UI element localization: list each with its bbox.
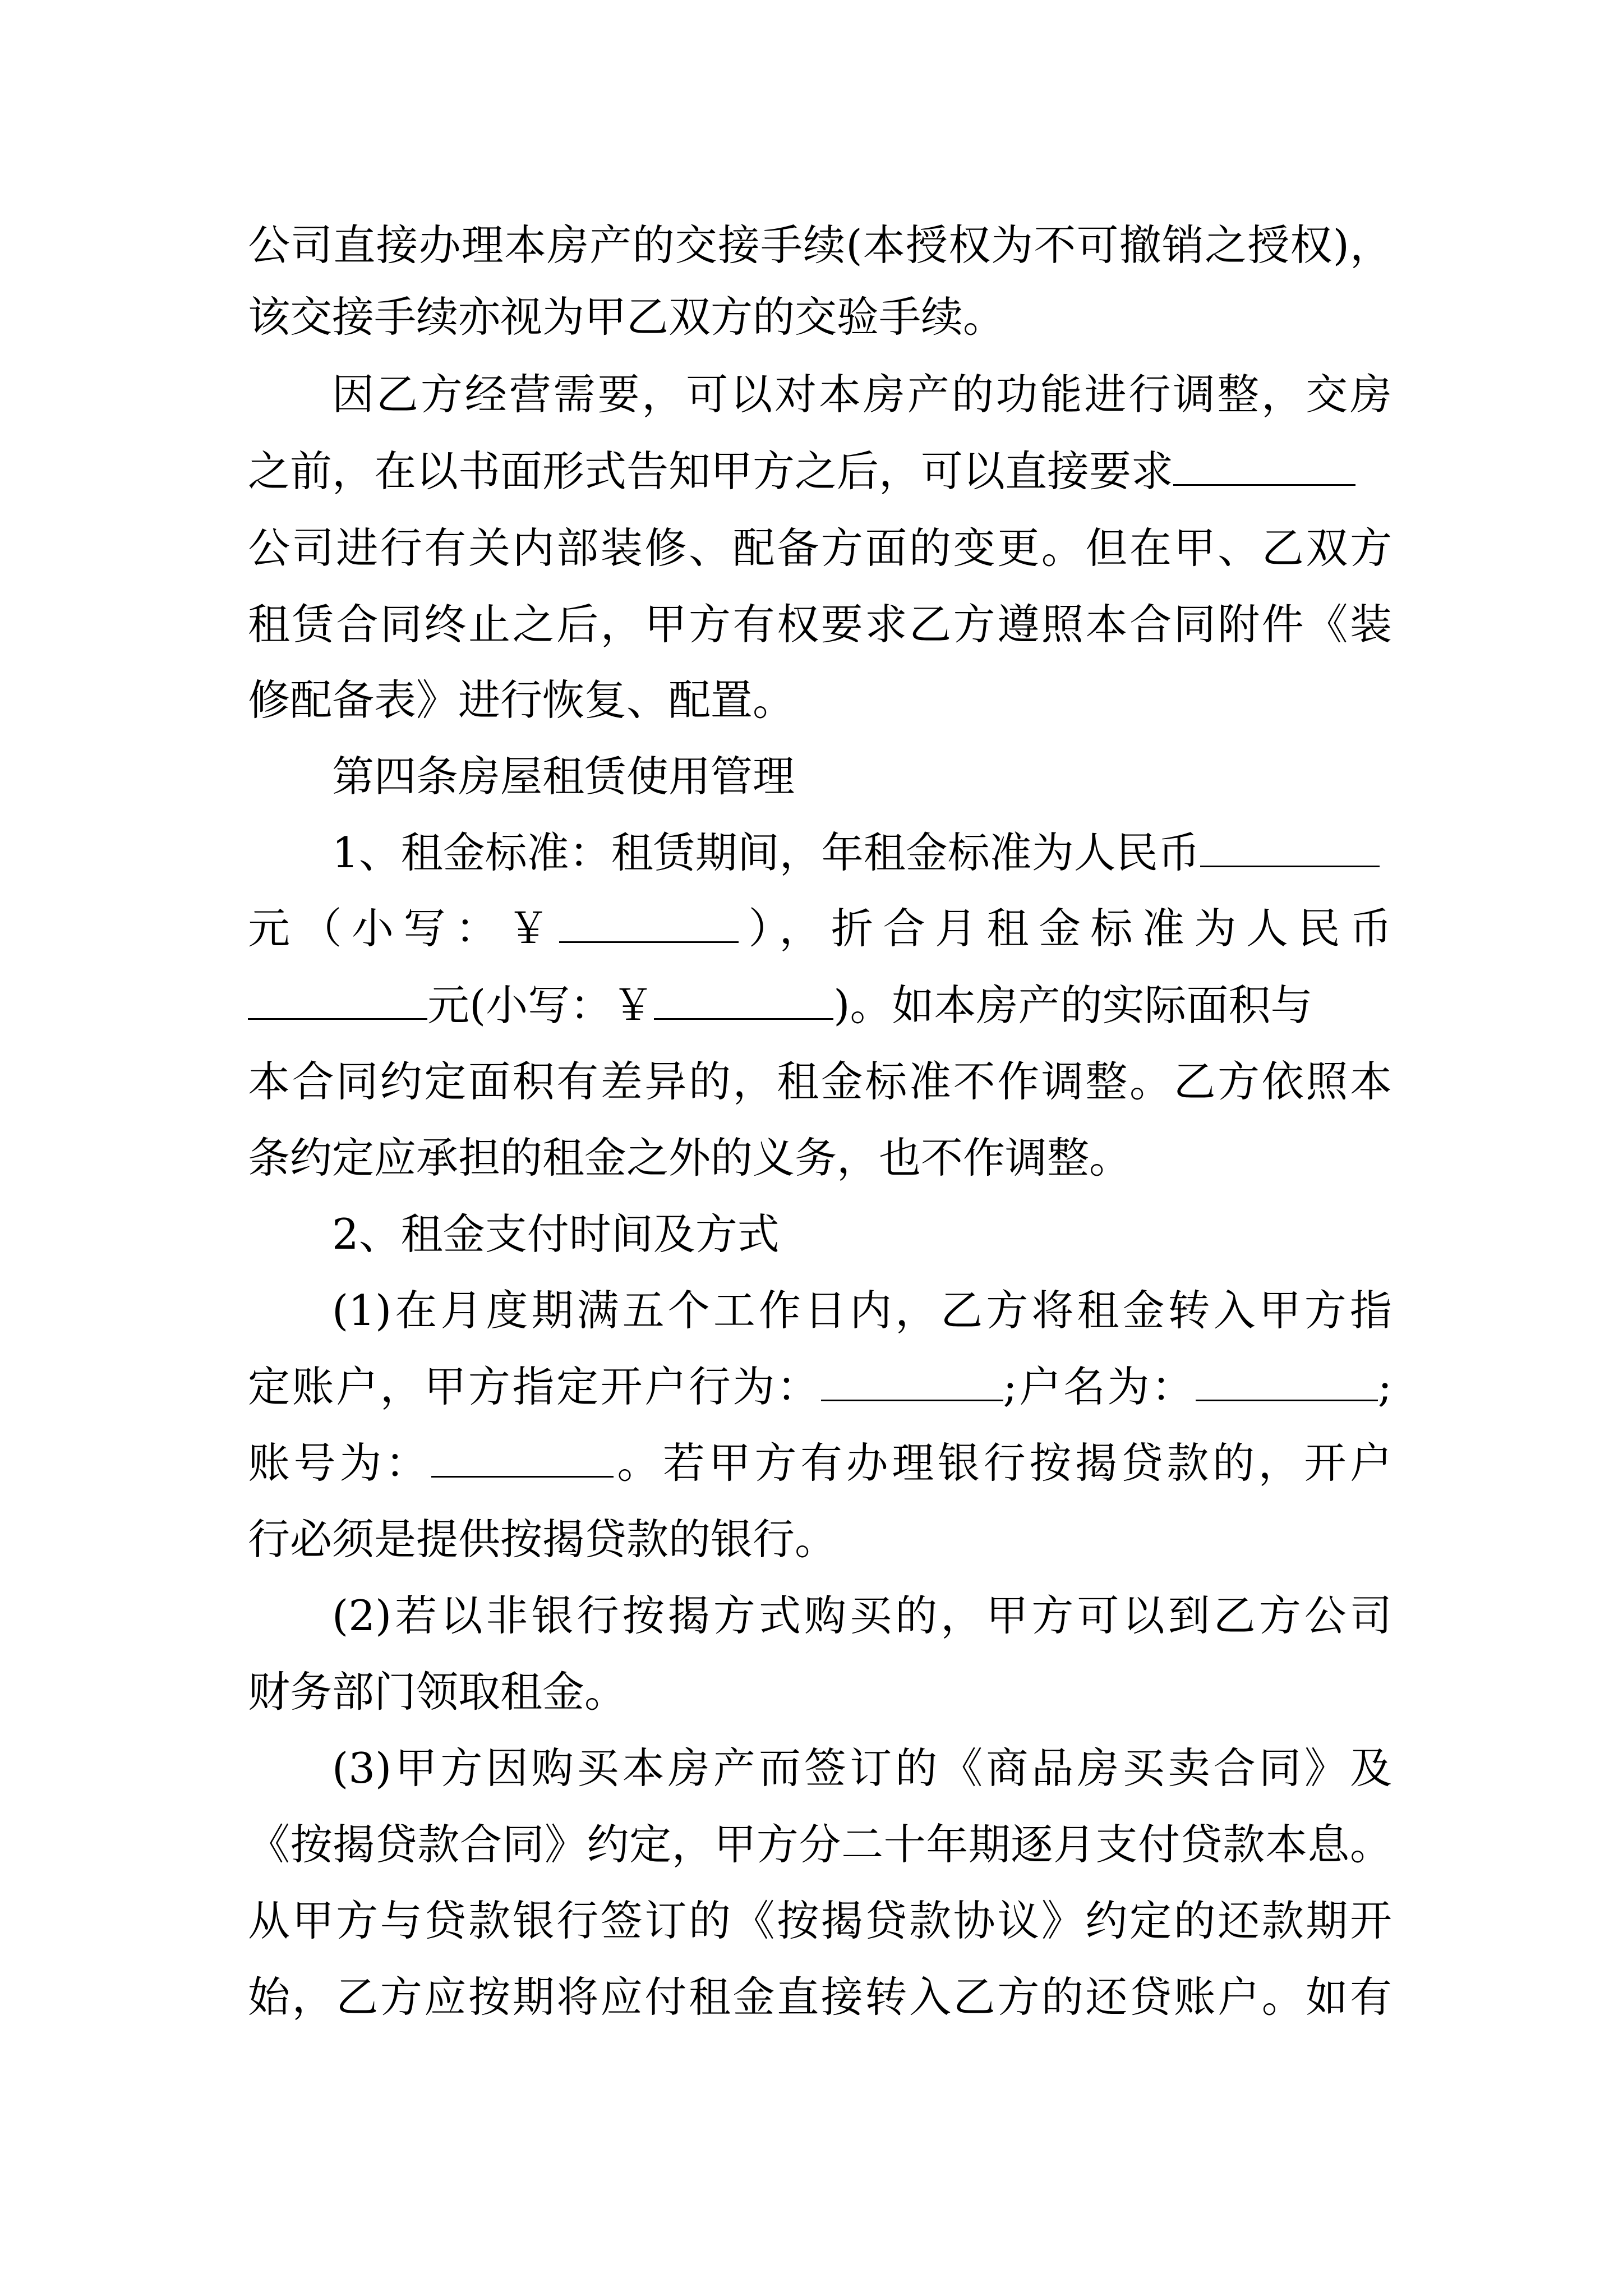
paragraph-line: 元（小写：￥ ），折合月租金标准为人民币 (248, 904, 1392, 953)
paragraph-line: (1)在月度期满五个工作日内，乙方将租金转入甲方指 (332, 1286, 1392, 1335)
section-heading: 第四条房屋租赁使用管理 (332, 752, 795, 801)
paragraph-line: 《按揭贷款合同》约定，甲方分二十年期逐月支付贷款本息。 (248, 1820, 1392, 1869)
paragraph-line: 财务部门领取租金。 (248, 1667, 627, 1717)
paragraph-line: (3)甲方因购买本房产而签订的《商品房买卖合同》及 (332, 1743, 1392, 1793)
paragraph-line: 该交接手续亦视为甲乙双方的交验手续。 (248, 292, 1006, 342)
paragraph-line: 定账户，甲方指定开户行为： ;户名为： ; (248, 1362, 1392, 1411)
fill-in-blank[interactable] (559, 908, 739, 943)
paragraph-line: 从甲方与贷款银行签订的《按揭贷款协议》约定的还款期开 (248, 1896, 1392, 1945)
paragraph-line: 因乙方经营需要，可以对本房产的功能进行调整，交房 (332, 370, 1392, 419)
fill-in-blank[interactable] (1173, 450, 1355, 486)
paragraph-line: (2)若以非银行按揭方式购买的，甲方可以到乙方公司 (332, 1591, 1392, 1640)
fill-in-blank[interactable] (431, 1442, 614, 1478)
paragraph-line: 修配备表》进行恢复、配置。 (248, 675, 795, 725)
paragraph-line: 始，乙方应按期将应付租金直接转入乙方的还贷账户。如有 (248, 1972, 1392, 2022)
paragraph-line: 行必须是提供按揭贷款的银行。 (248, 1515, 837, 1564)
fill-in-blank[interactable] (1196, 1366, 1378, 1401)
paragraph-line: 2、租金支付时间及方式 (332, 1209, 780, 1259)
paragraph-line: 1、租金标准：租赁期间，年租金标准为人民币 (332, 822, 1392, 884)
fill-in-blank[interactable] (654, 984, 833, 1020)
paragraph-line: 元(小写：￥ )。如本房产的实际面积与 (248, 974, 1392, 1036)
paragraph-line: 之前，在以书面形式告知甲方之后，可以直接要求 (248, 440, 1392, 502)
fill-in-blank[interactable] (821, 1366, 1003, 1401)
paragraph-line: 公司直接办理本房产的交接手续(本授权为不可撤销之授权)， (248, 220, 1392, 270)
paragraph-line: 公司进行有关内部装修、配备方面的变更。但在甲、乙双方 (248, 523, 1392, 573)
paragraph-line: 租赁合同终止之后，甲方有权要求乙方遵照本合同附件《装 (248, 600, 1392, 649)
fill-in-blank[interactable] (1200, 832, 1380, 867)
paragraph-line: 条约定应承担的租金之外的义务，也不作调整。 (248, 1133, 1132, 1182)
fill-in-blank[interactable] (248, 984, 427, 1020)
paragraph-line: 本合同约定面积有差异的，租金标准不作调整。乙方依照本 (248, 1057, 1392, 1106)
paragraph-line: 账号为： 。若甲方有办理银行按揭贷款的，开户 (248, 1438, 1392, 1488)
